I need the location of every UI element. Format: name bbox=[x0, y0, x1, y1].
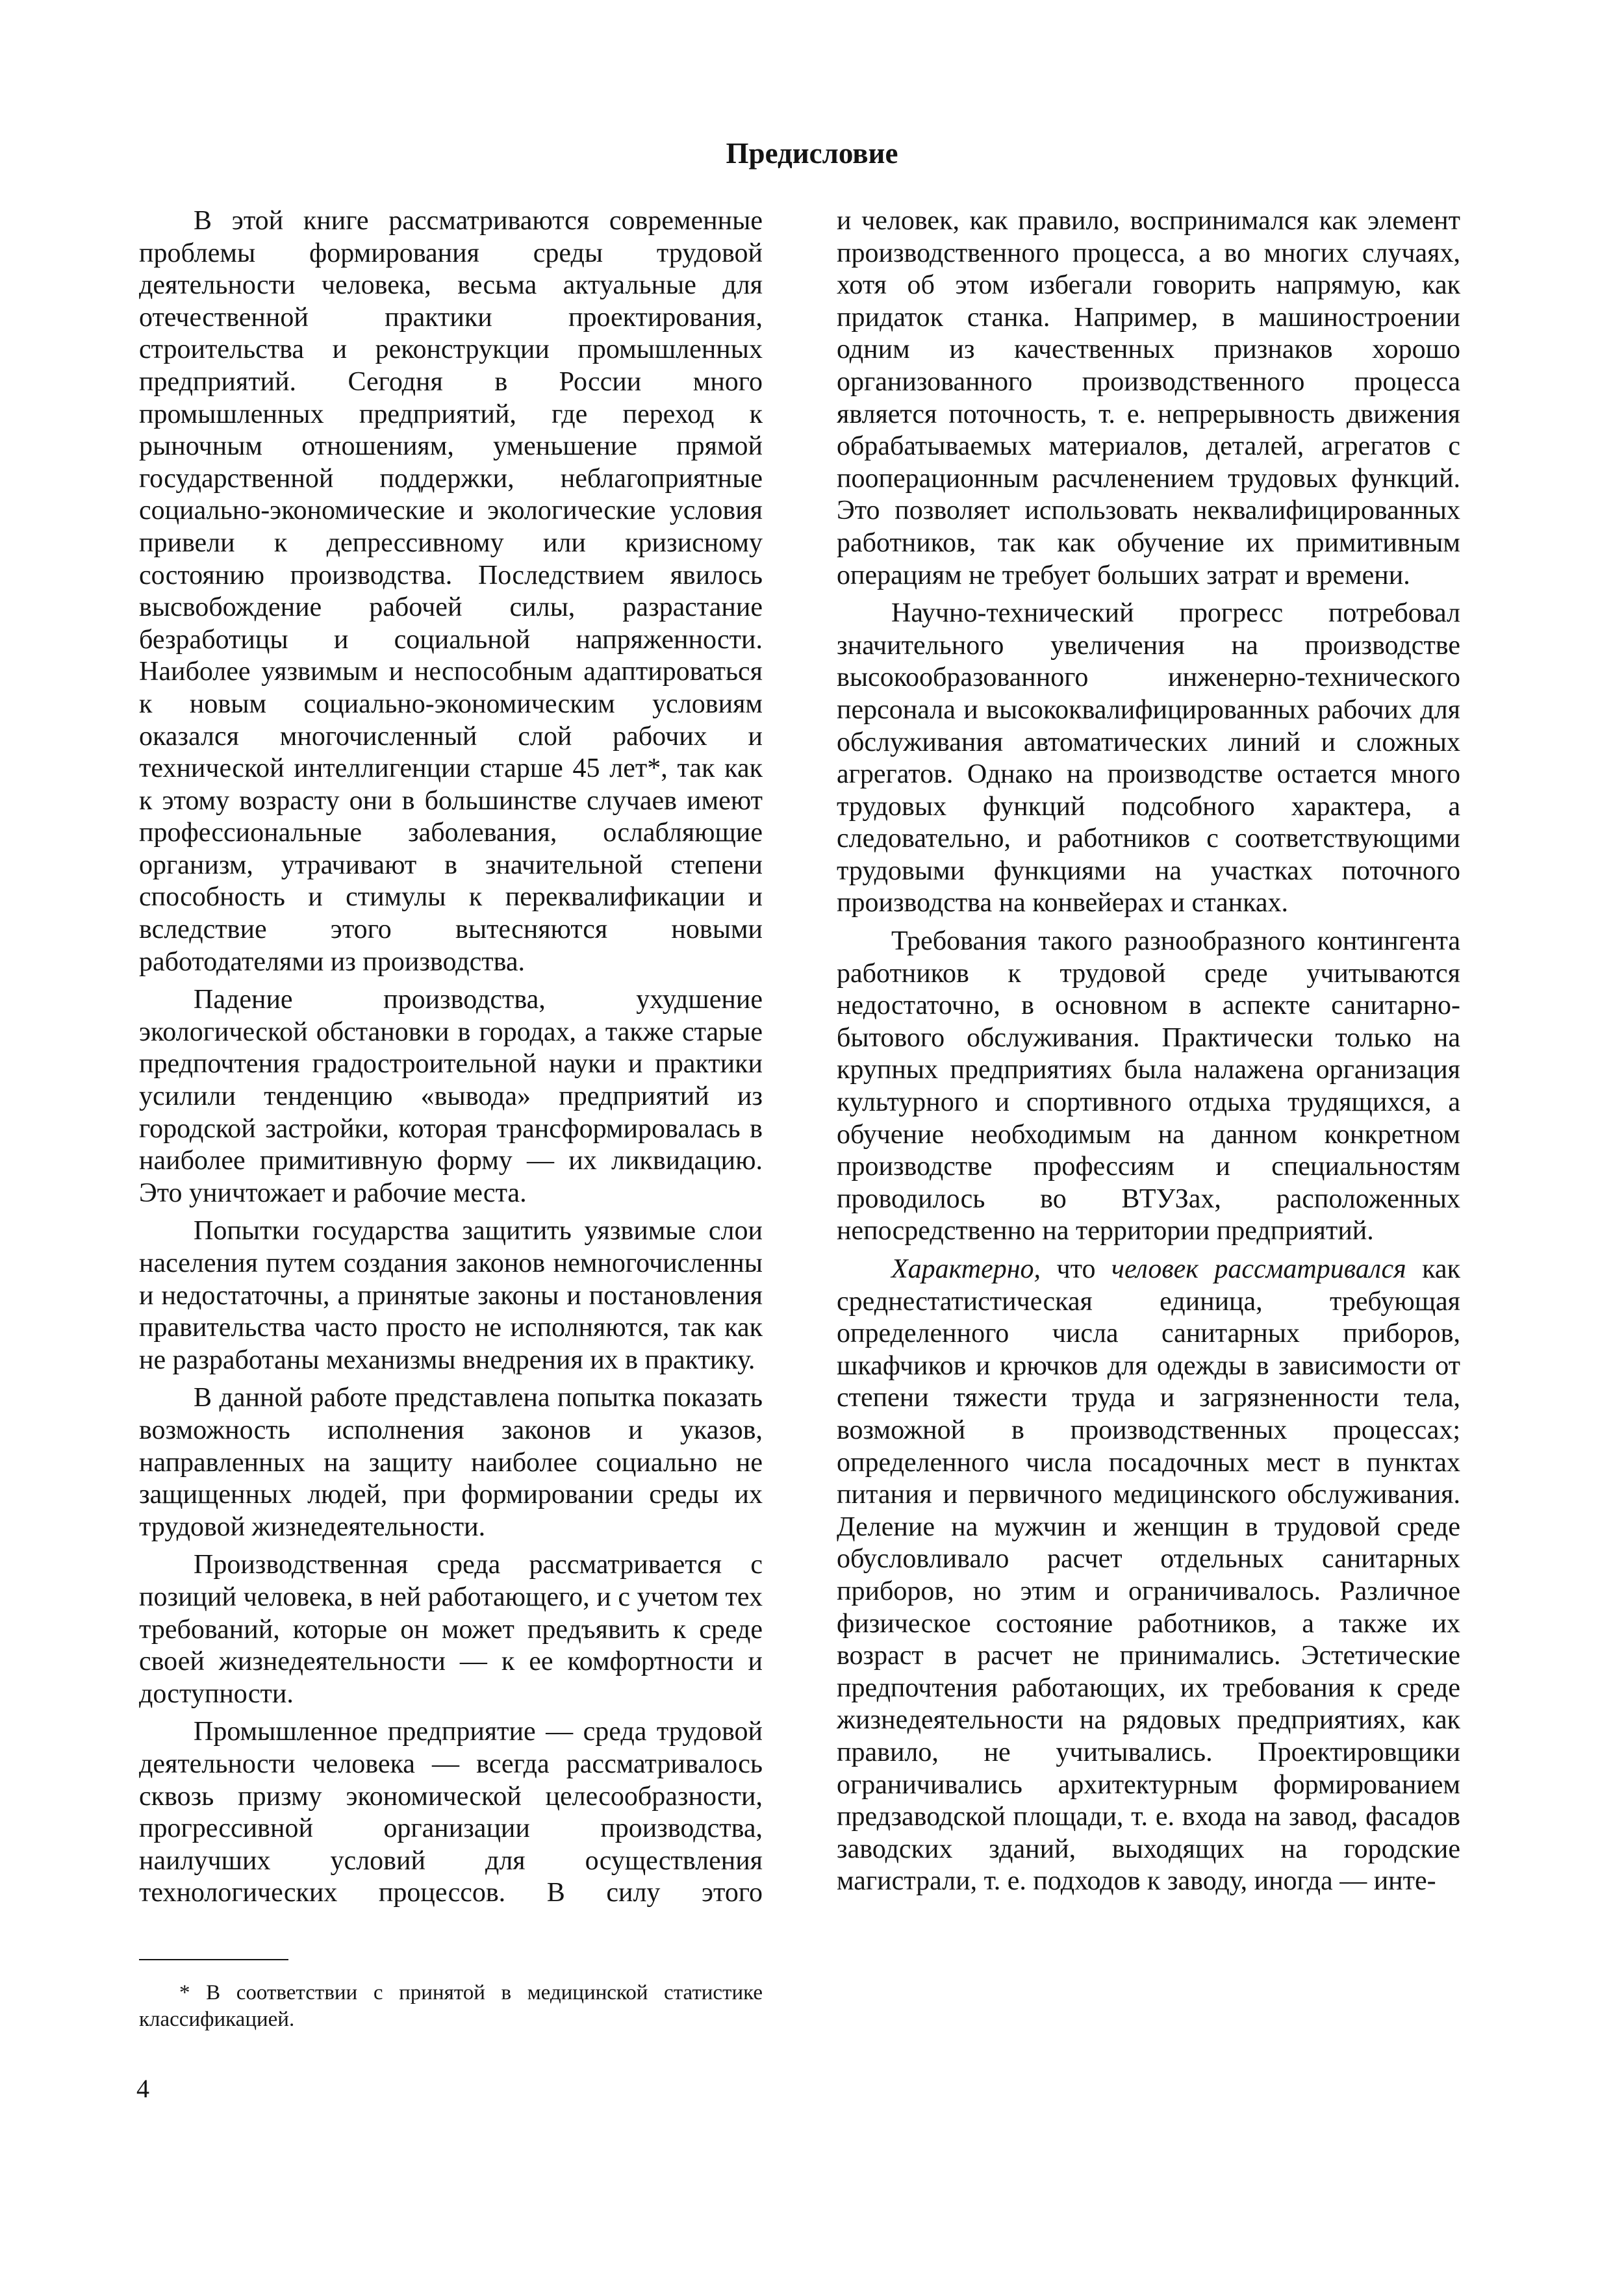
right-column bbox=[837, 205, 1460, 1904]
paragraph: Научно-технический прогресс потребовал значительного увеличения на производстве высокообразованного инженерно-технического персонала и высококвалифицированных рабочих для обслуживания автоматических линий и сложных агрегатов. Однако на производстве остается много трудовых функций подсобного характера, а следовательно, и работников с соответствующими трудовыми функциями на участках поточного производства на конвейерах и станках. bbox=[837, 598, 1460, 918]
paragraph: Требования такого разнообразного контингента работников к трудовой среде учитываются недостаточно, в основном в аспекте санитарно-бытового обслуживания. Практически только на крупных предприятиях была налажена организация культурного и спортивного отдыха трудящихся, а обучение необходимым на данном конкретном производстве профессиям и специальностям проводилось во ВТУЗах, расположенных непосредственно на территории предприятий. bbox=[837, 926, 1460, 1246]
paragraph bbox=[837, 1254, 1460, 1898]
paragraph: В этой книге рассматриваются современные проблемы формирования среды трудовой деятельности человека, весьма актуальные для отечественной практики проектирования, строительства и реконструкции промышленных предприятий. Сегодня в России много промышленных предприятий, где переход к рыночным отношениям, уменьшение прямой государственной поддержки, неблагоприятные социально-экономические и экологические условия привели к депрессивному или кризисному состоянию производства. Последствием явилось высвобождение рабочей силы, разрастание безработицы и социальной напряженности. Наиболее уязвимым и неспособным адаптироваться к новым социально-экономическим условиям оказался многочисленный слой рабочих и технической интеллигенции старше 45 лет*, так как к этому возрасту они в большинстве случаев имеют профессиональные заболевания, ослабляющие организм, утрачивают в значительной степени способность и стимулы к переквалификации и вследствие этого вытесняются новыми работодателями из производства. bbox=[139, 206, 763, 977]
text-run: как среднестатистическая единица, требующая определенного числа санитарных приборов, шкафчиков и крючков для одежды в зависимости от степени тяжести труда и загрязненности тела, возможной в производственных процессах; определенного числа посадочных мест в пунктах питания и первичного медицинского обслуживания. Деление на мужчин и женщин в трудовой среде обусловливало расчет отдельных санитарных приборов, но этим и ограничивалось. Различное физическое состояние работников, а также их возраст в расчет не принимались. Эстетические предпочтения работающих, их требования к среде жизнедеятельности на рядовых предприятиях, как правило, не учитывались. Проектировщики ограничивались архитектурным формированием предзаводской площади, т. е. входа на завод, фасадов заводских зданий, выходящих на городские магистрали, т. е. подходов к заводу, иногда — инте- bbox=[837, 1254, 1460, 1897]
text-run: что bbox=[1041, 1254, 1111, 1284]
footnote-divider bbox=[139, 1959, 288, 1960]
page-title: Предисловие bbox=[726, 137, 898, 170]
paragraph: Попытки государства защитить уязвимые слои населения путем создания законов немногочисленны и недостаточны, а принятые законы и постановления правительства часто просто не исполняются, так как не разработаны механизмы внедрения их в практику. bbox=[139, 1216, 763, 1375]
italic-phrase: Характерно, bbox=[891, 1254, 1041, 1284]
left-column bbox=[139, 205, 763, 1915]
paragraph: Производственная среда рассматривается с позиций человека, в ней работающего, и с учетом тех требований, которые он может предъявить к среде своей жизнедеятельности — к ее комфортности и доступности. bbox=[139, 1550, 763, 1709]
paragraph: Промышленное предприятие — среда трудовой деятельности человека — всегда рассматривалось сквозь призму экономической целесообразности, прогрессивной организации производства, наилучших условий для осуществления технологических процессов. В силу этого bbox=[139, 1717, 763, 1908]
footnote: * В соответствии с принятой в медицинской статистике классификацией. bbox=[139, 1981, 763, 2031]
paragraph: Падение производства, ухудшение экологической обстановки в городах, а также старые предпочтения градостроительной науки и практики усилили тенденцию «вывода» предприятий из городской застройки, которая трансформировалась в наиболее примитивную форму — их ликвидацию. Это уничтожает и рабочие места. bbox=[139, 985, 763, 1208]
paragraph-continuation: и человек, как правило, воспринимался как элемент производственного процесса, а во многих случаях, хотя об этом избегали говорить напрямую, как придаток станка. Например, в машиностроении одним из качественных признаков хорошо организованного производственного процесса является поточность, т. е. непрерывность движения обрабатываемых материалов, деталей, агрегатов с пооперационным расчленением трудовых функций. Это позволяет использовать неквалифицированных работников, так как обучение их примитивным операциям не требует больших затрат и времени. bbox=[837, 206, 1460, 590]
paragraph: В данной работе представлена попытка показать возможность исполнения законов и указов, направленных на защиту наиболее социально не защищенных людей, при формировании среды их трудовой жизнедеятельности. bbox=[139, 1383, 763, 1542]
italic-phrase: человек рассматривался bbox=[1111, 1254, 1406, 1284]
page-number: 4 bbox=[136, 2074, 149, 2103]
